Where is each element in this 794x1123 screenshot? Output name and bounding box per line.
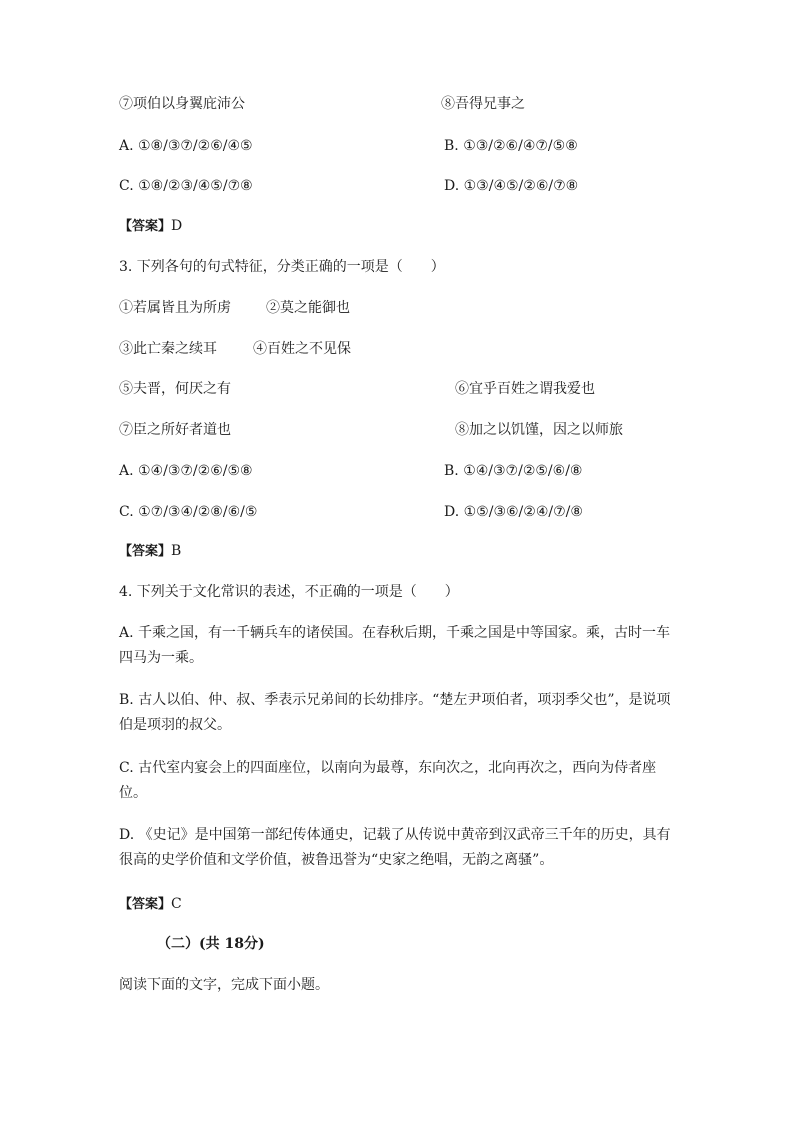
answer-label: 【答案】 xyxy=(119,219,172,234)
q3-option-c: C. ①⑦/③④/②⑧/⑥/⑤ xyxy=(119,504,258,520)
answer-value: D xyxy=(171,218,183,234)
q2-item-8: ⑧吾得兄事之 xyxy=(441,96,525,112)
q4-option-c: C. 古代室内宴会上的四面座位，以南向为最尊，东向次之，北向再次之，西向为侍者座位。 xyxy=(119,760,657,801)
q3-item-6: ⑥宜乎百姓之谓我爱也 xyxy=(455,381,595,397)
q3-answer xyxy=(119,541,181,562)
q4-stem: 4. 下列关于文化常识的表述，不正确的一项是（ ） xyxy=(119,584,459,600)
q3-item-3: ③此亡秦之续耳 xyxy=(119,341,217,357)
q3-item-5: ⑤夫晋，何厌之有 xyxy=(119,381,231,397)
q3-option-d: D. ①⑤/③⑥/②④/⑦/⑧ xyxy=(444,504,583,520)
answer-value: C xyxy=(171,896,182,912)
q3-option-a: A. ①④/③⑦/②⑥/⑤⑧ xyxy=(119,463,253,479)
q3-item-4: ④百姓之不见保 xyxy=(253,341,351,357)
q3-item-7: ⑦臣之所好者道也 xyxy=(119,422,231,438)
q2-option-a: A. ①⑧/③⑦/②⑥/④⑤ xyxy=(119,138,253,154)
q4-option-a: A. 千乘之国，有一千辆兵车的诸侯国。在春秋后期，千乘之国是中等国家。乘，古时一车四马为一乘。 xyxy=(119,625,671,666)
q2-answer xyxy=(119,216,182,237)
answer-value: B xyxy=(171,543,182,559)
q2-item-7: ⑦项伯以身翼庇沛公 xyxy=(119,96,245,112)
q3-option-b: B. ①④/③⑦/②⑤/⑥/⑧ xyxy=(444,463,583,479)
section-title: （二）(共 18分) xyxy=(157,936,265,952)
q3-item-1: ①若属皆且为所虏 xyxy=(119,300,231,316)
q2-option-d: D. ①③/④⑤/②⑥/⑦⑧ xyxy=(444,178,579,194)
answer-label: 【答案】 xyxy=(119,544,172,559)
q2-option-c: C. ①⑧/②③/④⑤/⑦⑧ xyxy=(119,178,253,194)
section-instruction: 阅读下面的文字，完成下面小题。 xyxy=(119,977,329,993)
q4-answer xyxy=(119,894,182,915)
q2-option-b: B. ①③/②⑥/④⑦/⑤⑧ xyxy=(444,138,578,154)
q3-item-2: ②莫之能御也 xyxy=(266,300,350,316)
q3-item-8: ⑧加之以饥馑，因之以师旅 xyxy=(455,422,623,438)
q4-option-b: B. 古人以伯、仲、叔、季表示兄弟间的长幼排序。“楚左尹项伯者，项羽季父也”，是说项伯是项羽的叔父。 xyxy=(119,692,671,733)
answer-label: 【答案】 xyxy=(119,897,172,912)
q3-stem: 3. 下列各句的句式特征，分类正确的一项是（ ） xyxy=(119,259,445,275)
q4-option-d: D. 《史记》是中国第一部纪传体通史，记载了从传说中黄帝到汉武帝三千年的历史，具有很高的史学价值和文学价值，被鲁迅誉为“史家之绝唱，无韵之离骚”。 xyxy=(119,827,671,868)
